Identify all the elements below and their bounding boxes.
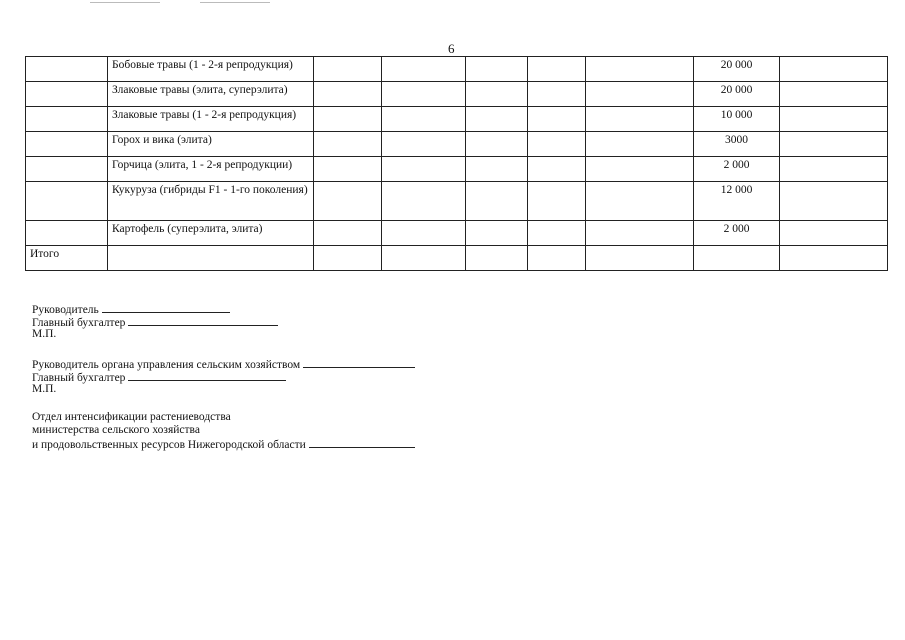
signature-line-accountant	[32, 315, 278, 330]
row-label-cell	[26, 82, 108, 107]
department-line-3: и продовольственных ресурсов Нижегородской области	[32, 439, 306, 451]
row-label-cell	[26, 182, 108, 221]
value-cell	[694, 246, 780, 271]
department-line-1: Отдел интенсификации растениеводства	[32, 411, 231, 423]
table-row	[26, 182, 888, 221]
value-cell: 2 000	[694, 157, 780, 182]
seal-label: М.П.	[32, 328, 57, 340]
value-cell: 20 000	[694, 57, 780, 82]
row-label-cell	[26, 157, 108, 182]
crop-name-cell: Горчица (элита, 1 - 2-я репродукции)	[108, 157, 314, 182]
signature-line-agency-accountant	[32, 370, 286, 385]
value-cell: 10 000	[694, 107, 780, 132]
row-label-cell	[26, 107, 108, 132]
table-row	[26, 82, 888, 107]
row-label-cell	[26, 221, 108, 246]
crop-name-cell: Бобовые травы (1 - 2-я репродукция)	[108, 57, 314, 82]
signature-line-department	[32, 437, 415, 452]
agency-accountant-signature-blank	[128, 370, 286, 381]
table-row	[26, 57, 888, 82]
crop-name-cell: Горох и вика (элита)	[108, 132, 314, 157]
accountant-label: Главный бухгалтер	[32, 317, 126, 329]
table-row	[26, 157, 888, 182]
row-label-cell	[26, 57, 108, 82]
agency-accountant-label: Главный бухгалтер	[32, 372, 126, 384]
value-cell: 3000	[694, 132, 780, 157]
agency-head-signature-blank	[303, 357, 415, 368]
table-row	[26, 132, 888, 157]
department-signature-blank	[309, 437, 415, 448]
table-row	[26, 221, 888, 246]
head-label: Руководитель	[32, 304, 99, 316]
crop-name-cell: Злаковые травы (элита, суперэлита)	[108, 82, 314, 107]
table-row-total	[26, 246, 888, 271]
table-row	[26, 107, 888, 132]
agency-seal-label: М.П.	[32, 383, 57, 395]
head-signature-blank	[102, 302, 230, 313]
crop-name-cell	[108, 246, 314, 271]
value-cell: 20 000	[694, 82, 780, 107]
scan-mark	[90, 2, 160, 3]
page-number: 6	[448, 41, 455, 56]
department-line-2: министерства сельского хозяйства	[32, 424, 200, 436]
crop-name-cell: Злаковые травы (1 - 2-я репродукция)	[108, 107, 314, 132]
total-label-cell: Итого	[26, 246, 108, 271]
accountant-signature-blank	[128, 315, 278, 326]
scan-mark	[200, 2, 270, 3]
crop-name-cell: Картофель (суперэлита, элита)	[108, 221, 314, 246]
value-cell: 12 000	[694, 182, 780, 221]
seed-table	[25, 56, 888, 271]
agency-head-label: Руководитель органа управления сельским хозяйством	[32, 359, 301, 371]
crop-name-cell: Кукуруза (гибриды F1 - 1-го поколения)	[108, 182, 314, 221]
row-label-cell	[26, 132, 108, 157]
value-cell: 2 000	[694, 221, 780, 246]
